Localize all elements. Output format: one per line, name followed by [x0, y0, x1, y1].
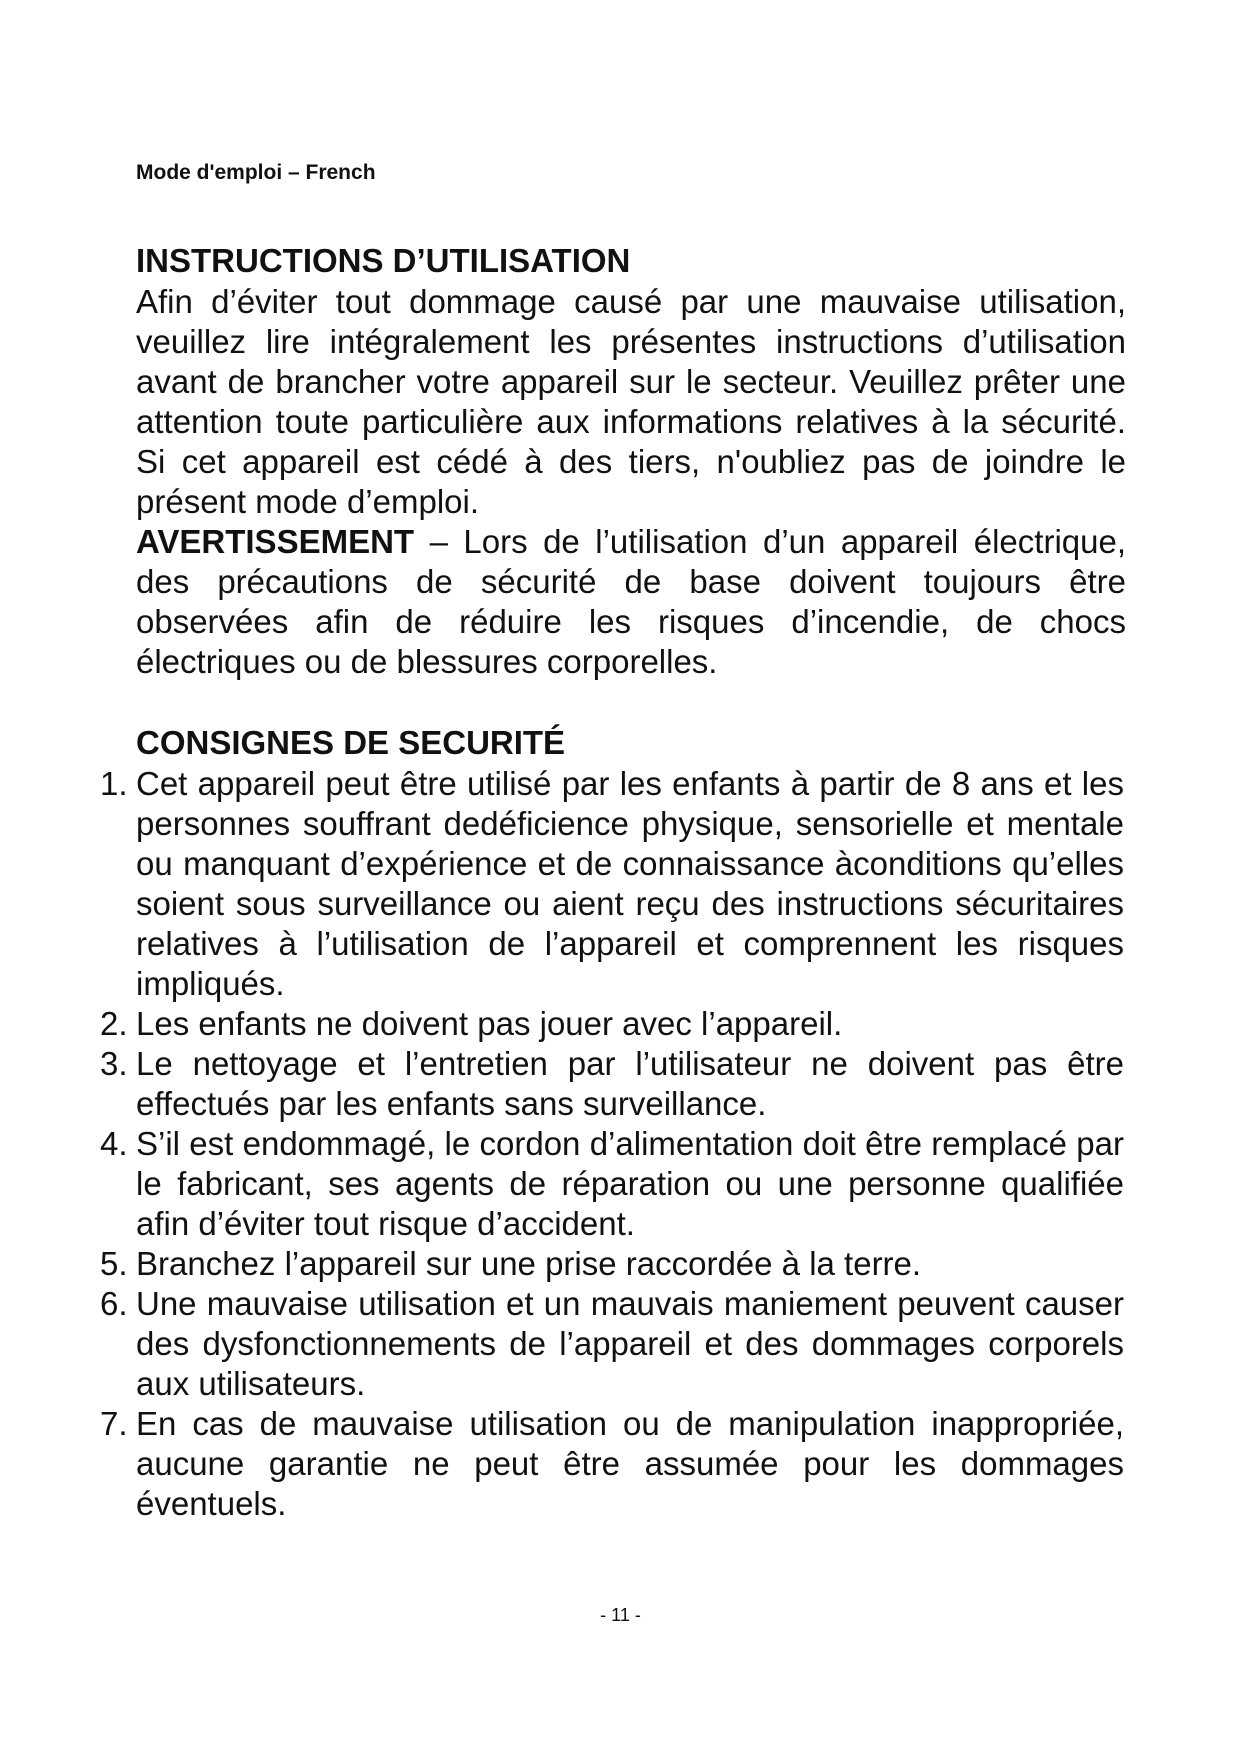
warning-label: AVERTISSEMENT	[136, 523, 415, 560]
list-item	[100, 1004, 1124, 1044]
list-item	[100, 764, 1124, 1004]
list-item	[100, 1124, 1124, 1244]
list-item-text: En cas de mauvaise utilisation ou de manipulation inappropriée, aucune garantie ne peut être assumée pour les dommages éventuels.	[136, 1405, 1124, 1522]
list-item-number: 1.	[100, 765, 128, 802]
instructions-intro: Afin d’éviter tout dommage causé par une mauvaise utilisation, veuillez lire intégralement les présentes instructions d’utilisation avant de brancher votre appareil sur le secteur. Veuillez prêter une attention toute particulière aux informations relatives à la sécurité. Si cet appareil est cédé à des tiers, n'oubliez pas de joindre le présent mode d’emploi.	[136, 283, 1126, 520]
page-content	[100, 240, 1126, 1524]
list-item	[100, 1404, 1124, 1524]
list-item-text: Une mauvaise utilisation et un mauvais maniement peuvent causer des dysfonctionnements de l’appareil et des dommages corporels aux utilisateurs.	[136, 1285, 1124, 1402]
list-item-number: 4.	[100, 1125, 128, 1162]
warning-paragraph	[136, 522, 1126, 682]
list-item-text: Branchez l’appareil sur une prise raccordée à la terre.	[136, 1245, 922, 1282]
page-number: - 11 -	[600, 1605, 641, 1625]
safety-heading: CONSIGNES DE SECURITÉ	[136, 724, 566, 761]
instructions-heading: INSTRUCTIONS D’UTILISATION	[136, 242, 631, 279]
list-item-text: S’il est endommagé, le cordon d’alimentation doit être remplacé par le fabricant, ses agents de réparation ou une personne qualifiée afin d’éviter tout risque d’accident.	[136, 1125, 1124, 1242]
list-item	[100, 1044, 1124, 1124]
list-item-text: Cet appareil peut être utilisé par les enfants à partir de 8 ans et les personnes souffrant dedéficience physique, sensorielle et mentale ou manquant d’expérience et de connaissance àconditions qu’elles soient sous surveillance ou aient reçu des instructions sécuritaires relatives à l’utilisation de l’appareil et comprennent les risques impliqués.	[136, 765, 1124, 1002]
list-item-number: 3.	[100, 1045, 128, 1082]
safety-list	[100, 764, 1124, 1524]
list-item-number: 5.	[100, 1245, 128, 1282]
warning-text: – Lors de l’utilisation d’un appareil électrique, des précautions de sécurité de base doivent toujours être observées afin de réduire les risques d’incendie, de chocs électriques ou de blessures corporelles.	[136, 523, 1126, 680]
list-item-number: 2.	[100, 1005, 128, 1042]
section-spacer	[136, 682, 1126, 722]
list-item-number: 7.	[100, 1405, 128, 1442]
list-item-number: 6.	[100, 1285, 128, 1322]
list-item	[100, 1244, 1124, 1284]
list-item-text: Le nettoyage et l’entretien par l’utilisateur ne doivent pas être effectués par les enfants sans surveillance.	[136, 1045, 1124, 1122]
list-item-text: Les enfants ne doivent pas jouer avec l’appareil.	[136, 1005, 843, 1042]
running-header: Mode d'emploi – French	[136, 161, 376, 184]
list-item	[100, 1284, 1124, 1404]
